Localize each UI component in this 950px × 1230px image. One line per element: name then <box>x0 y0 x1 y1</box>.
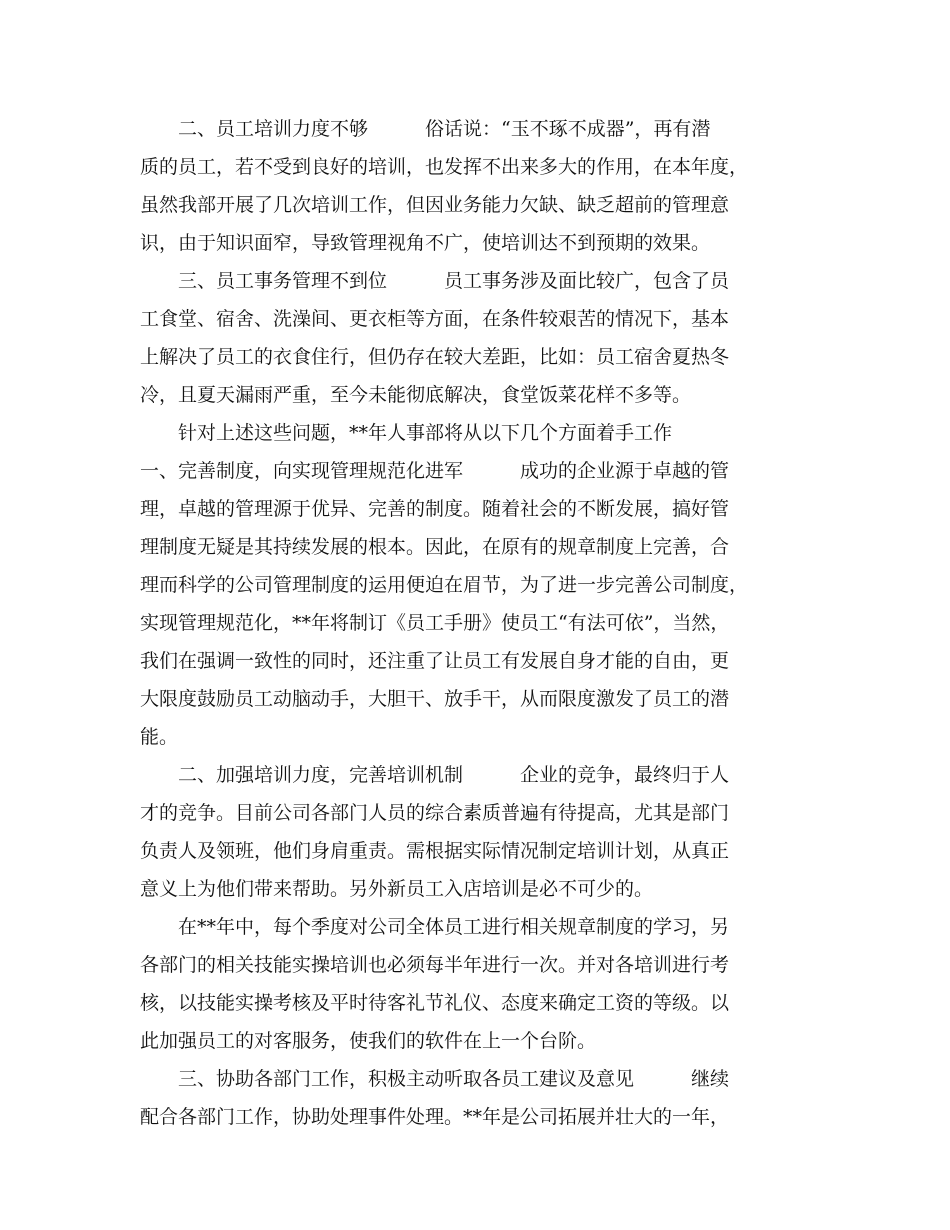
text-line: 此加强员工的对客服务，使我们的软件在上一个台阶。 <box>140 1030 597 1052</box>
text-line: 实现管理规范化，**年将制订《员工手册》使员工“有法可依”，当然， <box>140 612 730 634</box>
text-line: 在**年中，每个季度对公司全体员工进行相关规章制度的学习，另 <box>140 916 730 938</box>
text-line: 二、加强培训力度，完善培训机制 企业的竞争，最终归于人 <box>140 764 730 786</box>
text-line: 上解决了员工的衣食住行，但仍存在较大差距，比如：员工宿舍夏热冬 <box>140 346 730 368</box>
text-line: 工食堂、宿舍、洗澡间、更衣柜等方面，在条件较艰苦的情况下，基本 <box>140 308 730 330</box>
text-line: 能。 <box>140 726 179 748</box>
text-line: 冷，且夏天漏雨严重，至今未能彻底解决，食堂饭菜花样不多等。 <box>140 384 692 406</box>
text-line: 理，卓越的管理源于优异、完善的制度。随着社会的不断发展，搞好管 <box>140 498 730 520</box>
text-line: 配合各部门工作，协助处理事件处理。**年是公司拓展并壮大的一年， <box>140 1106 730 1128</box>
text-line: 质的员工，若不受到良好的培训，也发挥不出来多大的作用，在本年度， <box>140 156 749 178</box>
text-line: 三、协助各部门工作，积极主动听取各员工建议及意见 继续 <box>140 1068 730 1090</box>
text-line: 我们在强调一致性的同时，还注重了让员工有发展自身才能的自由，更 <box>140 650 730 672</box>
text-line: 负责人及领班，他们身肩重责。需根据实际情况制定培训计划，从真正 <box>140 840 730 862</box>
text-line: 虽然我部开展了几次培训工作，但因业务能力欠缺、缺乏超前的管理意 <box>140 194 730 216</box>
text-line: 意义上为他们带来帮助。另外新员工入店培训是必不可少的。 <box>140 878 654 900</box>
text-line: 二、员工培训力度不够 俗话说：“玉不琢不成器”，再有潜 <box>140 118 711 140</box>
text-line: 各部门的相关技能实操培训也必须每半年进行一次。并对各培训进行考 <box>140 954 730 976</box>
text-line: 一、完善制度，向实现管理规范化进军 成功的企业源于卓越的管 <box>140 460 730 482</box>
text-line: 识，由于知识面窄，导致管理视角不广，使培训达不到预期的效果。 <box>140 232 711 254</box>
text-line: 才的竞争。目前公司各部门人员的综合素质普遍有待提高，尤其是部门 <box>140 802 730 824</box>
body-text <box>140 110 820 1136</box>
text-line: 大限度鼓励员工动脑动手，大胆干、放手干，从而限度激发了员工的潜 <box>140 688 730 710</box>
text-line: 理而科学的公司管理制度的运用便迫在眉节，为了进一步完善公司制度， <box>140 574 749 596</box>
text-line: 理制度无疑是其持续发展的根本。因此，在原有的规章制度上完善，合 <box>140 536 730 558</box>
text-line: 针对上述这些问题，**年人事部将从以下几个方面着手工作 <box>140 422 673 444</box>
text-line: 核，以技能实操考核及平时待客礼节礼仪、态度来确定工资的等级。以 <box>140 992 730 1014</box>
text-line: 三、员工事务管理不到位 员工事务涉及面比较广，包含了员 <box>140 270 730 292</box>
